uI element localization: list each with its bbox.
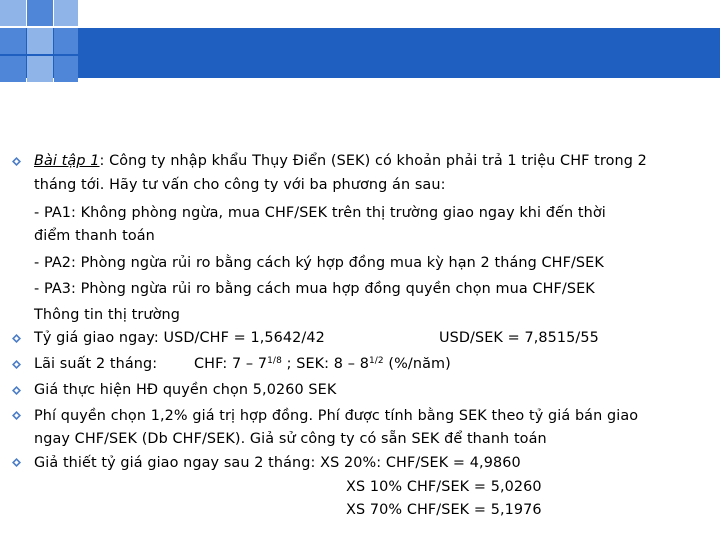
rate-chf: CHF: 7 – 7 <box>194 356 268 372</box>
diamond-bullet-icon <box>12 360 21 369</box>
exercise-intro <box>34 151 647 171</box>
header-square <box>0 56 26 82</box>
option-pa1-line2: điểm thanh toán <box>34 228 155 244</box>
diamond-bullet-icon <box>12 157 21 166</box>
rate-chf-fraction: 1/8 <box>267 356 282 366</box>
rate-sek-fraction: 1/2 <box>368 356 384 366</box>
interest-rate-label: Lãi suất 2 tháng: <box>34 356 158 372</box>
option-pa1-line1: - PA1: Không phòng ngừa, mua CHF/SEK trên thị trường giao ngay khi đến thời <box>34 205 606 221</box>
diamond-bullet-icon <box>12 458 21 467</box>
rate-sek: ; SEK: 8 – 8 <box>281 356 369 372</box>
diamond-bullet-icon <box>12 334 21 343</box>
exercise-intro-line2: tháng tới. Hãy tư vấn cho công ty với ba phương án sau: <box>34 177 446 193</box>
market-heading: Thông tin thị trường <box>34 307 180 323</box>
scenario-10: XS 10% CHF/SEK = 5,0260 <box>346 479 542 495</box>
header-band <box>0 28 720 78</box>
option-pa2: - PA2: Phòng ngừa rủi ro bằng cách ký hợp đồng mua kỳ hạn 2 tháng CHF/SEK <box>34 255 604 271</box>
header-square <box>0 0 26 26</box>
header-square <box>54 28 78 54</box>
header-square <box>27 0 53 26</box>
spot-rate-sek: USD/SEK = 7,8515/55 <box>439 330 599 346</box>
header-square <box>54 0 78 26</box>
strike-price: Giá thực hiện HĐ quyền chọn 5,0260 SEK <box>34 382 337 398</box>
diamond-bullet-icon <box>12 411 21 420</box>
header-square <box>27 28 53 54</box>
premium-line2: ngay CHF/SEK (Db CHF/SEK). Giả sử công ty có sẵn SEK để thanh toán <box>34 431 547 447</box>
spot-rate-chf: Tỷ giá giao ngay: USD/CHF = 1,5642/42 <box>34 330 325 346</box>
header-square <box>27 56 53 82</box>
header-square <box>54 56 78 82</box>
premium-line1: Phí quyền chọn 1,2% giá trị hợp đồng. Phí được tính bằng SEK theo tỷ giá bán giao <box>34 408 639 424</box>
header-square <box>0 28 26 54</box>
option-pa3: - PA3: Phòng ngừa rủi ro bằng cách mua hợp đồng quyền chọn mua CHF/SEK <box>34 281 595 297</box>
scenario-70: XS 70% CHF/SEK = 5,1976 <box>346 502 542 518</box>
exercise-intro-line1: : Công ty nhập khẩu Thụy Điển (SEK) có khoản phải trả 1 triệu CHF trong 2 <box>99 153 647 169</box>
assumption: Giả thiết tỷ giá giao ngay sau 2 tháng: XS 20%: CHF/SEK = 4,9860 <box>34 455 521 471</box>
diamond-bullet-icon <box>12 386 21 395</box>
rate-unit: (%/năm) <box>383 356 451 372</box>
interest-rate-values <box>194 354 451 374</box>
exercise-title: Bài tập 1 <box>34 153 100 169</box>
